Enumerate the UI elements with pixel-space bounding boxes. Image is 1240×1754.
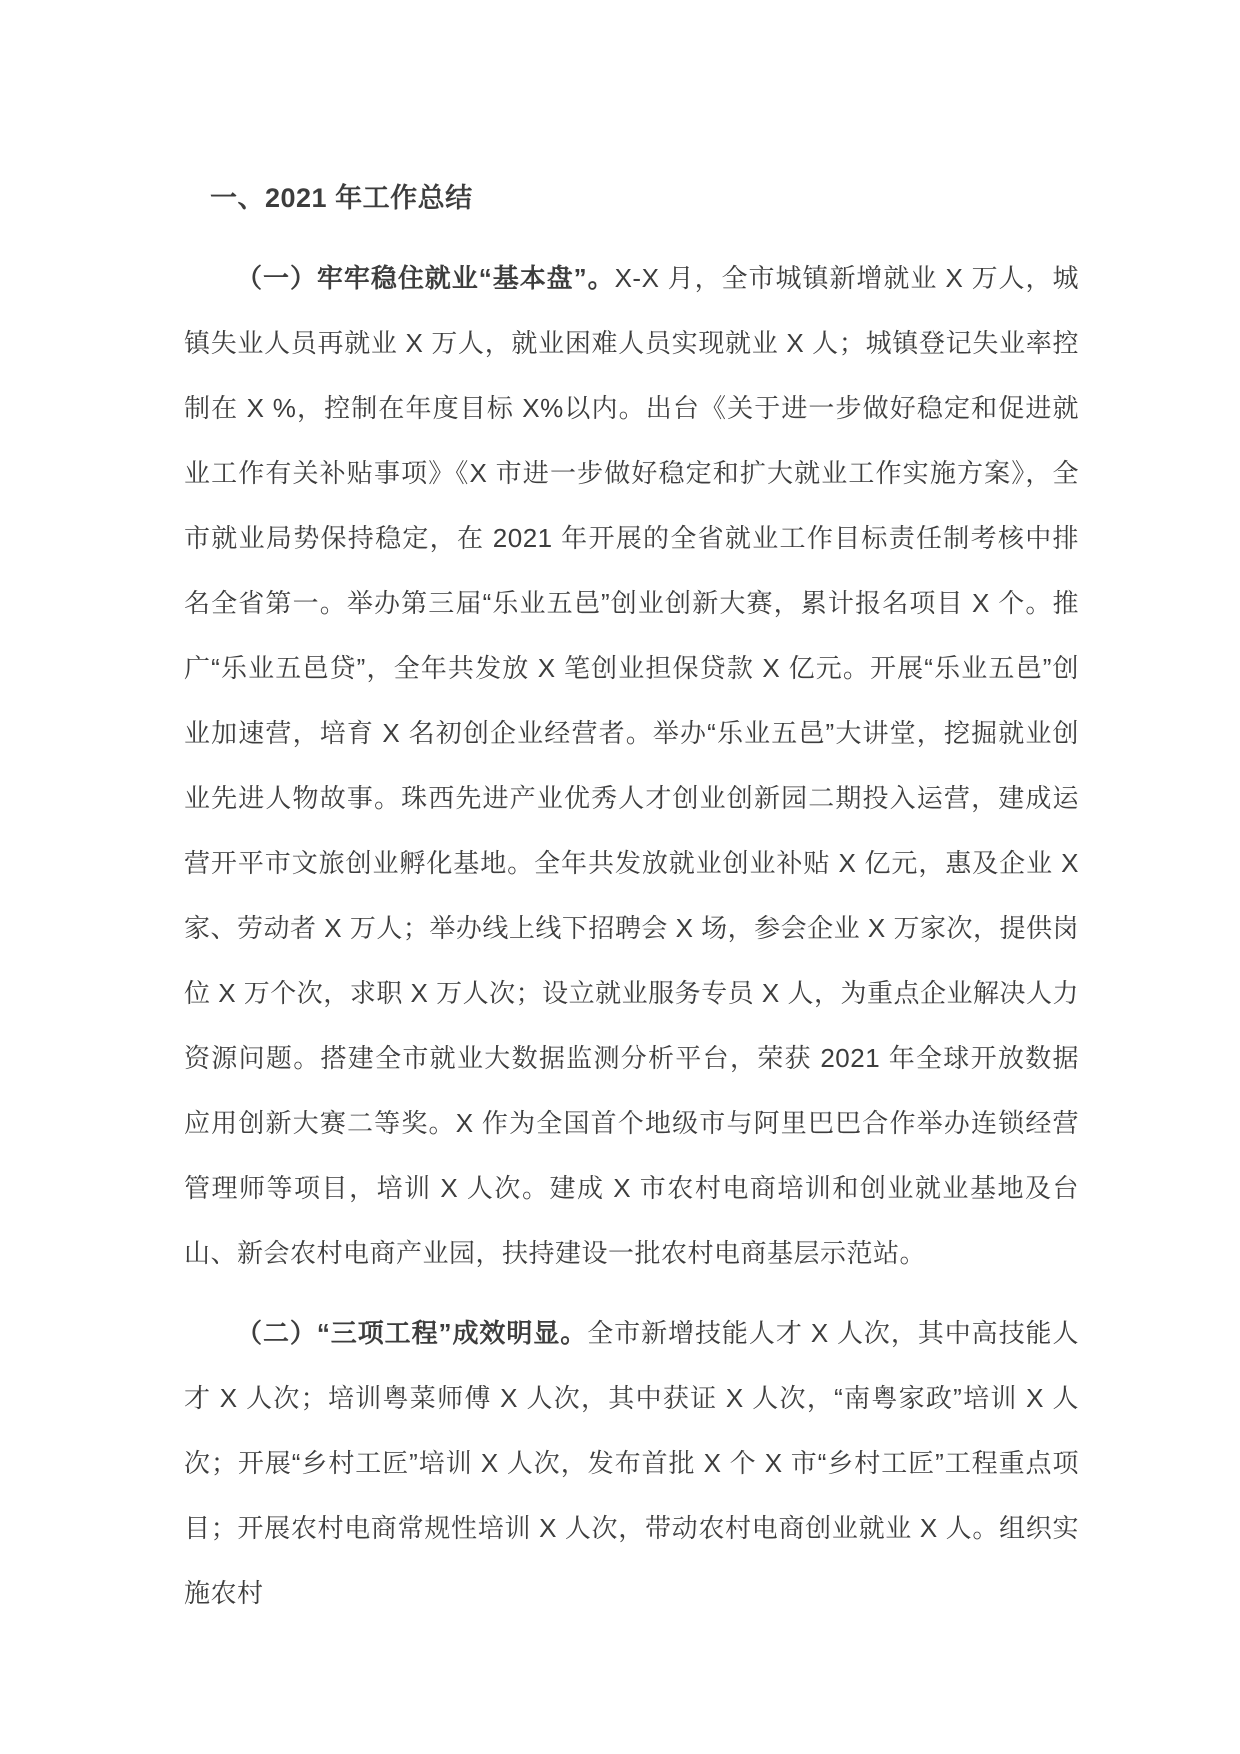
paragraph-2-body: 全市新增技能人才 X 人次，其中高技能人才 X 人次；培训粤菜师傅 X 人次，其中获证 X 人次，“南粤家政”培训 X 人次；开展“乡村工匠”培训 X 人次，发布首批 X 个 X 市“乡村工匠”工程重点项目；开展农村电商常规性培训 X 人次，带动农村电商创业就业 X 人。组织实施农村 xyxy=(184,1318,1079,1608)
paragraph-1-body: X-X 月，全市城镇新增就业 X 万人，城镇失业人员再就业 X 万人，就业困难人员实现就业 X 人；城镇登记失业率控制在 X %，控制在年度目标 X%以内。出台《关于进一步做好稳定和促进就业工作有关补贴事项》《X 市进一步做好稳定和扩大就业工作实施方案》，全市就业局势保持稳定，在 2021 年开展的全省就业工作目标责任制考核中排名全省第一。举办第三届“乐业五邑”创业创新大赛，累计报名项目 X 个。推广“乐业五邑贷”，全年共发放 X 笔创业担保贷款 X 亿元。开展“乐业五邑”创业加速营，培育 X 名初创企业经营者。举办“乐业五邑”大讲堂，挖掘就业创业先进人物故事。珠西先进产业优秀人才创业创新园二期投入运营，建成运营开平市文旅创业孵化基地。全年共发放就业创业补贴 X 亿元，惠及企业 X 家、劳动者 X 万人；举办线上线下招聘会 X 场，参会企业 X 万家次，提供岗位 X 万个次，求职 X 万人次；设立就业服务专员 X 人，为重点企业解决人力资源问题。搭建全市就业大数据监测分析平台，荣获 2021 年全球开放数据应用创新大赛二等奖。X 作为全国首个地级市与阿里巴巴合作举办连锁经营管理师等项目，培训 X 人次。建成 X 市农村电商培训和创业就业基地及台山、新会农村电商产业园，扶持建设一批农村电商基层示范站。 xyxy=(184,263,1079,1268)
section-heading: 一、2021 年工作总结 xyxy=(210,183,473,213)
paragraph-1-lead: （一）牢牢稳住就业“基本盘”。 xyxy=(236,263,615,293)
paragraph-1 xyxy=(184,246,1079,1286)
paragraph-2 xyxy=(184,1301,1079,1626)
paragraph-2-lead: （二）“三项工程”成效明显。 xyxy=(236,1318,588,1348)
